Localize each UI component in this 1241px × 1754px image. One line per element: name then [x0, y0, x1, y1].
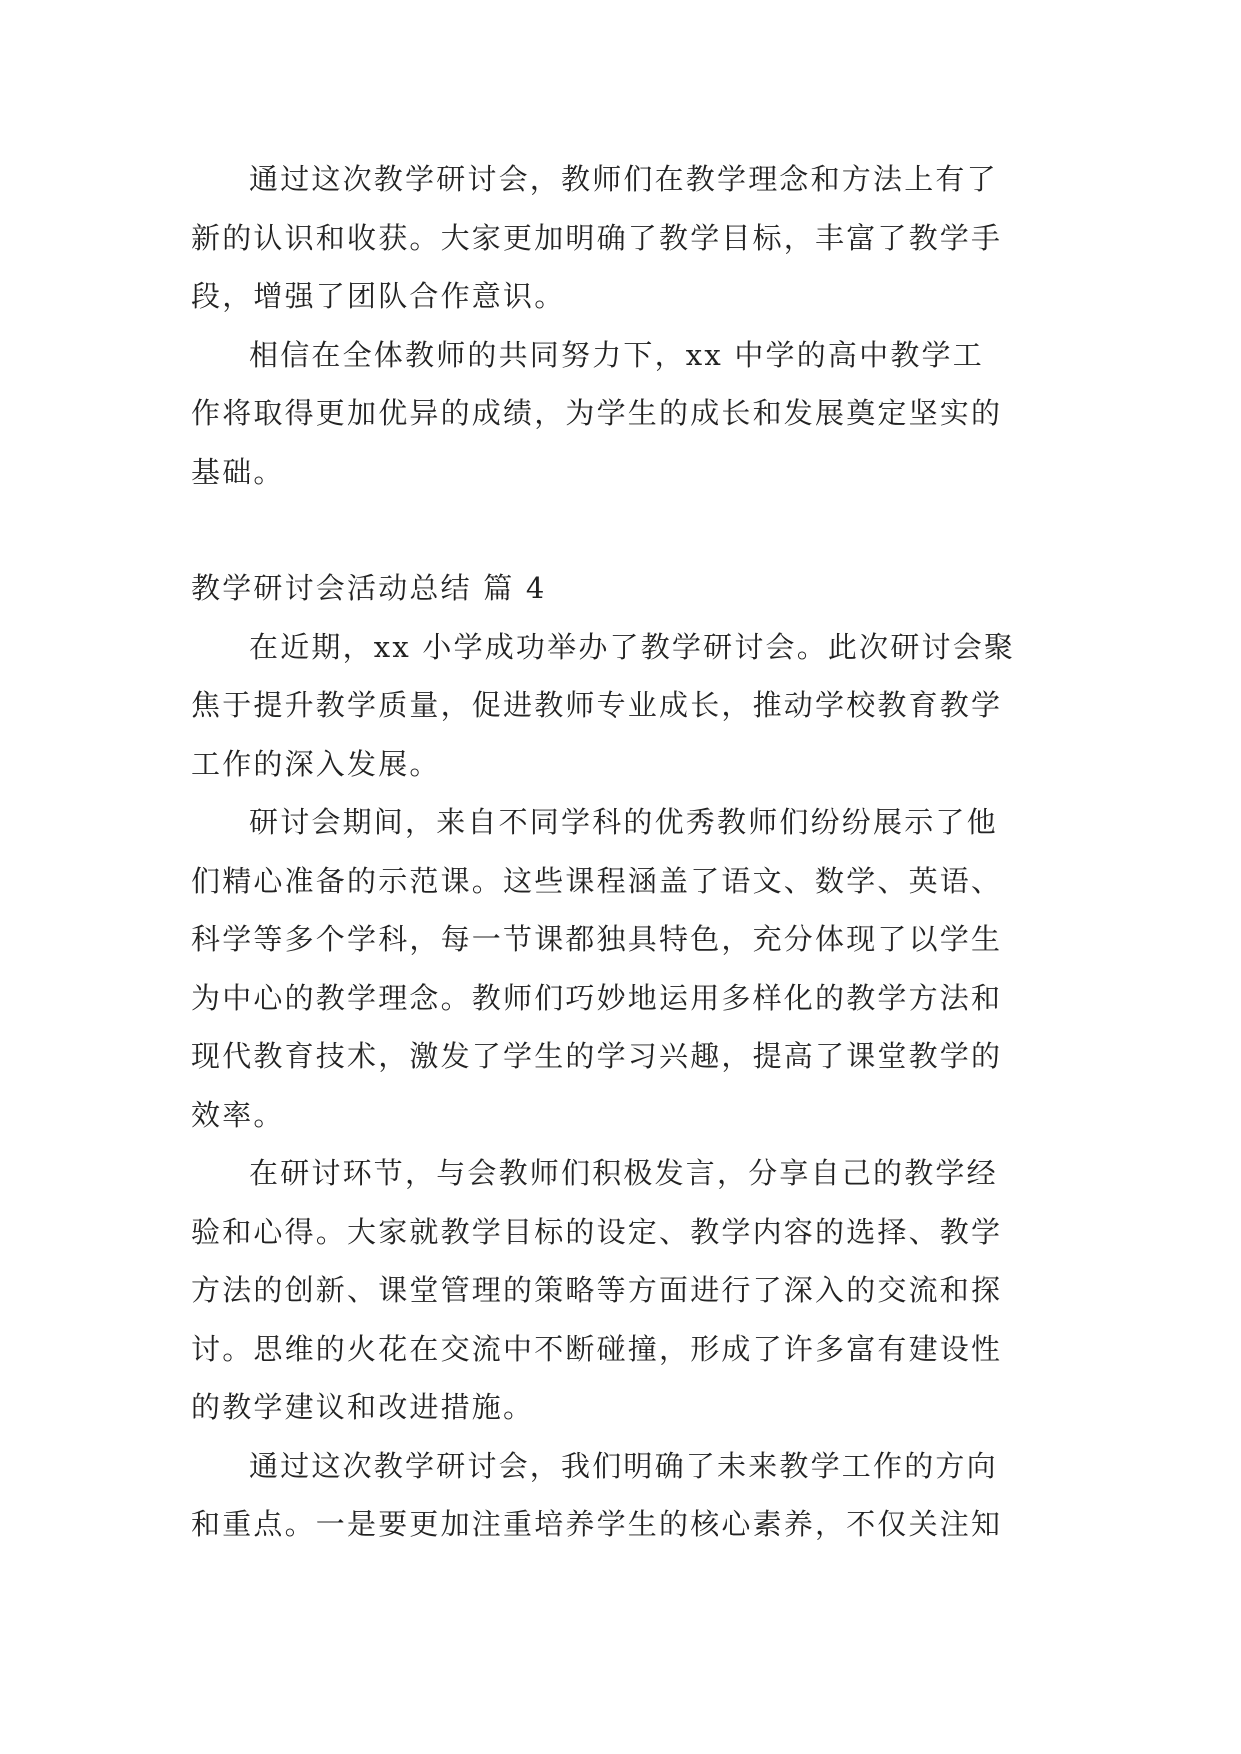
paragraph: [191, 618, 1061, 794]
text-line: 在研讨环节，与会教师们积极发言，分享自己的教学经: [249, 1156, 998, 1190]
text-line: 工作的深入发展。: [191, 746, 441, 781]
text-line: 通过这次教学研讨会，教师们在教学理念和方法上有了: [249, 162, 998, 196]
text-line: 新的认识和收获。大家更加明确了教学目标，丰富了教学手: [191, 220, 1003, 255]
text-line: 焦于提升教学质量，促进教师专业成长，推动学校教育教学: [191, 688, 1003, 722]
text-line: 通过这次教学研讨会，我们明确了未来教学工作的方向: [249, 1448, 998, 1483]
text-line: 验和心得。大家就教学目标的设定、教学内容的选择、教学: [191, 1214, 1003, 1249]
paragraph: [191, 326, 1061, 502]
text-line: 现代教育技术，激发了学生的学习兴趣，提高了课堂教学的: [191, 1039, 1003, 1073]
paragraph: [191, 1144, 1061, 1437]
text-line: 的教学建议和改进措施。: [191, 1390, 535, 1424]
text-line: 在近期，xx 小学成功举办了教学研讨会。此次研讨会聚: [249, 629, 1016, 664]
document-body: [191, 150, 1061, 1554]
text-line: 科学等多个学科，每一节课都独具特色，充分体现了以学生: [191, 922, 1003, 956]
text-line: 讨。思维的火花在交流中不断碰撞，形成了许多富有建设性: [191, 1331, 1003, 1366]
section-heading: 教学研讨会活动总结 篇 4: [191, 571, 547, 605]
text-line: 相信在全体教师的共同努力下，xx 中学的高中教学工: [249, 337, 984, 372]
text-line: 效率。: [191, 1097, 285, 1132]
text-line: 和重点。一是要更加注重培养学生的核心素养，不仅关注知: [191, 1507, 1003, 1541]
text-line: 方法的创新、课堂管理的策略等方面进行了深入的交流和探: [191, 1273, 1003, 1307]
paragraph: [191, 150, 1061, 326]
text-line: 为中心的教学理念。教师们巧妙地运用多样化的教学方法和: [191, 980, 1003, 1015]
text-line: 们精心准备的示范课。这些课程涵盖了语文、数学、英语、: [191, 863, 1003, 898]
text-line: 作将取得更加优异的成绩，为学生的成长和发展奠定坚实的: [191, 396, 1003, 430]
paragraph: [191, 1437, 1061, 1554]
text-line: 研讨会期间，来自不同学科的优秀教师们纷纷展示了他: [249, 805, 998, 839]
text-line: 段，增强了团队合作意识。: [191, 279, 566, 313]
paragraph: [191, 793, 1061, 1144]
text-line: 基础。: [191, 454, 285, 489]
